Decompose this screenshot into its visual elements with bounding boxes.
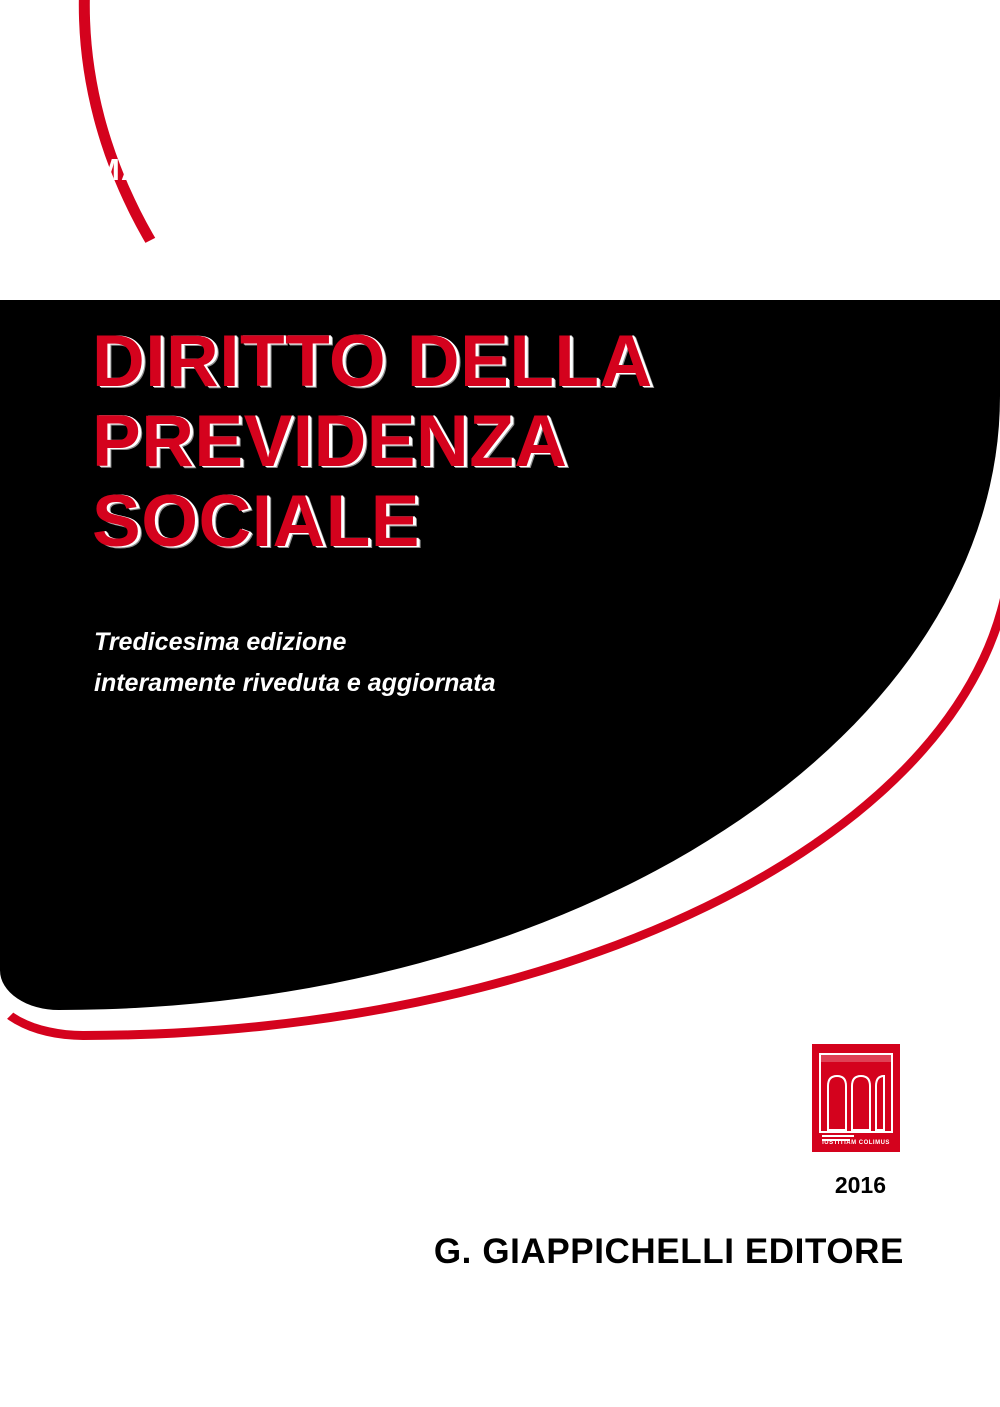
logo-motto: IUSTITIAM COLIMUS (822, 1140, 890, 1146)
publisher-logo-icon (812, 1044, 900, 1152)
edition-subtitle (94, 622, 794, 704)
subtitle-line-2: interamente riveduta e aggiornata (94, 669, 496, 697)
book-title (92, 322, 912, 562)
publication-year: 2016 (834, 1172, 886, 1198)
title-line-3: SOCIALE (92, 481, 420, 562)
publisher-name: G. GIAPPICHELLI EDITORE (433, 1232, 904, 1271)
colonnade-icon (814, 1046, 898, 1150)
title-line-2: PREVIDENZA (92, 401, 568, 482)
subtitle-line-1: Tredicesima edizione (94, 628, 347, 656)
title-line-1: DIRITTO DELLA (92, 321, 653, 402)
top-right-notch (850, 0, 1000, 36)
author-name: MAURIZIO CINELLI (94, 152, 396, 187)
